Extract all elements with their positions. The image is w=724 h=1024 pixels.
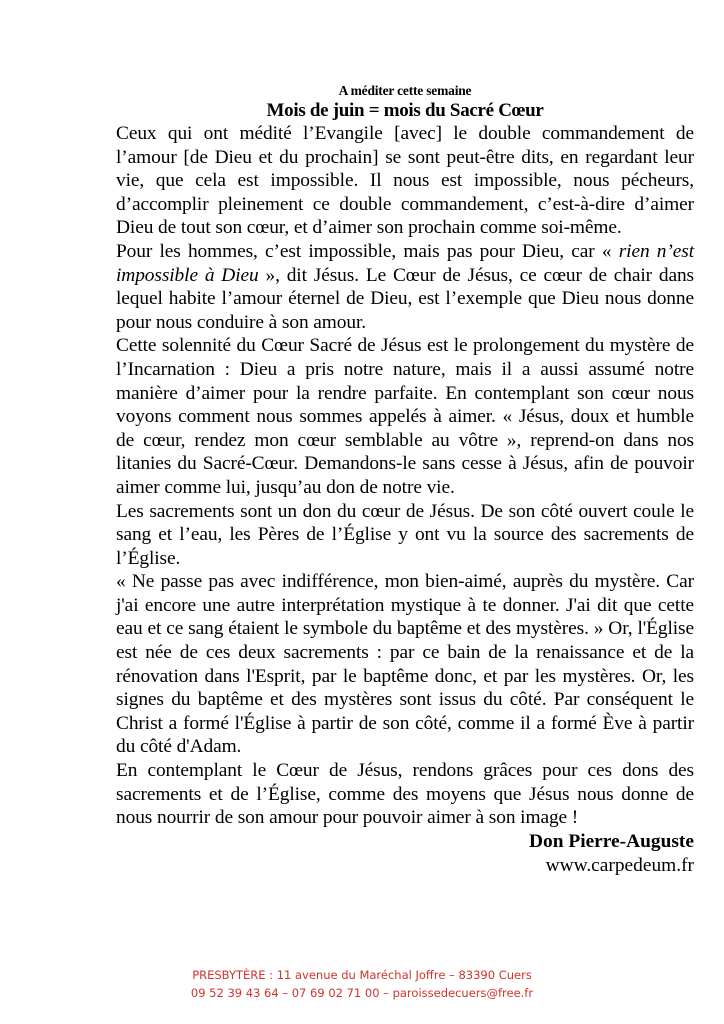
page-title: Mois de juin = mois du Sacré Cœur: [266, 100, 544, 121]
paragraph: « Ne passe pas avec indifférence, mon bien-aimé, auprès du mystère. Car j'ai encore une autre interprétation mystique à te donner. J'ai dit que cette eau et ce sang étaient le symbole du baptême et des mystères. » Or, l'Église est née de ces deux sacrements : par ce bain de la renaissance et de la rénovation dans l'Esprit, par le baptême donc, et par les mystères. Or, les signes du baptême et des mystères sont issus du côté. Par conséquent le Christ a formé l'Église à partir de son côté, comme il a formé Ève à partir du côté d'Adam.: [116, 571, 694, 758]
website-link[interactable]: www.carpedeum.fr: [545, 855, 694, 877]
italic-quote: rien n’est impossible à Dieu: [116, 240, 694, 286]
article: [116, 82, 694, 878]
paragraph: Cette solennité du Cœur Sacré de Jésus est le prolongement du mystère de l’Incarnation : Dieu a pris notre nature, mais il a aussi assumé notre manière d’aimer pour la rendre parfaite. En contemplant son cœur nous voyons comment nous sommes appelés à aimer. « Jésus, doux et humble de cœur, rendez mon cœur semblable au vôtre », reprend-on dans nos litanies du Sacré-Cœur. Demandons-le sans cesse à Jésus, afin de pouvoir aimer comme lui, jusqu’au don de notre vie.: [116, 335, 694, 498]
paragraph: Pour les hommes, c’est impossible, mais pas pour Dieu, car « rien n’est impossible à Dieu », dit Jésus. Le Cœur de Jésus, ce cœur de chair dans lequel habite l’amour éternel de Dieu, est l’exemple que Dieu nous donne pour nous conduire à son amour.: [116, 240, 694, 333]
paragraph: En contemplant le Cœur de Jésus, rendons grâces pour ces dons des sacrements et de l’Église, comme des moyens que Jésus nous donne de nous nourrir de son amour pour pouvoir aimer à son image !: [116, 760, 694, 829]
paragraph: Ceux qui ont médité l’Evangile [avec] le double commandement de l’amour [de Dieu et du prochain] se sont peut-être dits, en regardant leur vie, que cela est impossible. Il nous est impossible, nous pécheurs, d’accomplir pleinement ce double commandement, c’est-à-dire d’aimer Dieu de tout son cœur, et d’aimer son prochain comme soi-même.: [116, 123, 694, 239]
author-signature: Don Pierre-Auguste: [529, 830, 694, 852]
footer-contact[interactable]: 09 52 39 43 64 – 07 69 02 71 00 – paroissedecuers@free.fr: [190, 986, 534, 1000]
paragraph: Les sacrements sont un don du cœur de Jésus. De son côté ouvert coule le sang et l’eau, les Pères de l’Église y ont vu la source des sacrements de l’Église.: [116, 500, 694, 569]
footer-address: PRESBYTÈRE : 11 avenue du Maréchal Joffre – 83390 Cuers: [192, 968, 532, 982]
footer: [0, 966, 724, 1002]
kicker: A méditer cette semaine: [338, 83, 472, 98]
